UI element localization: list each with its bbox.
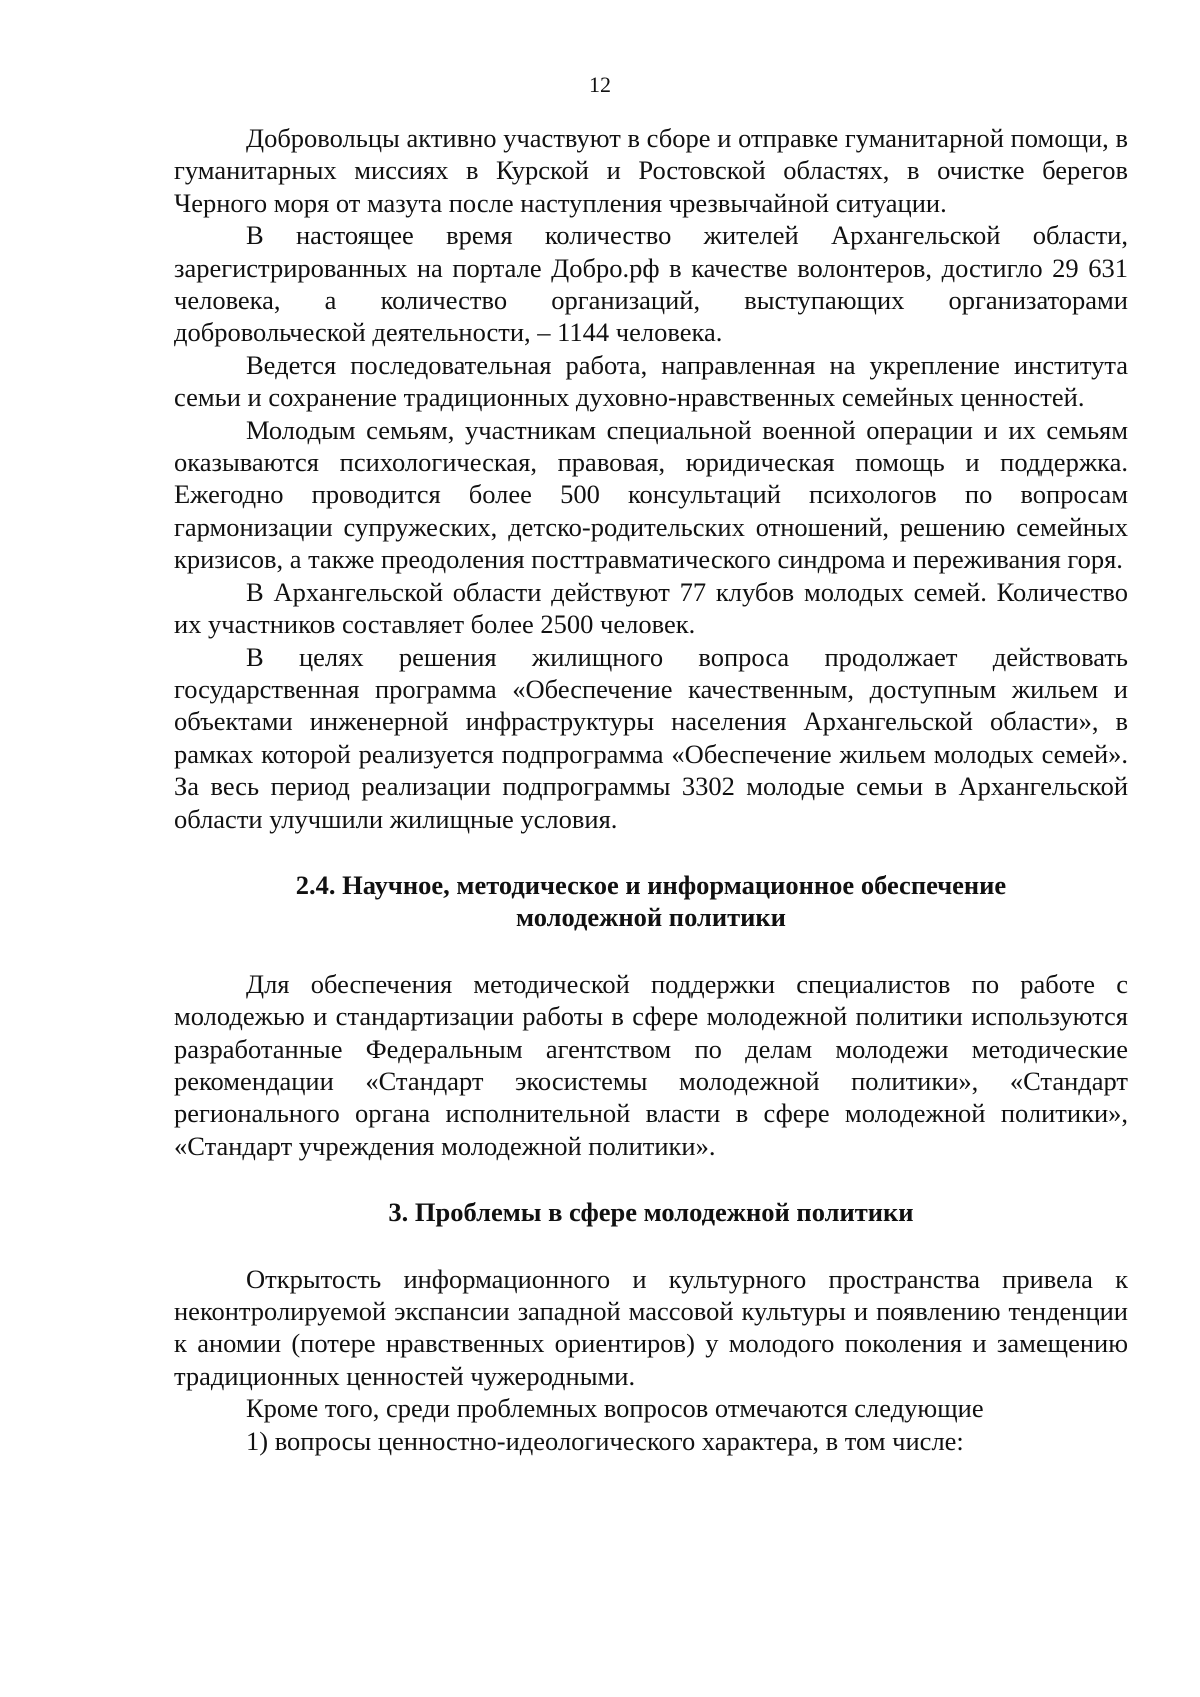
paragraph-methodical-support: Для обеспечения методической поддержки специалистов по работе с молодежью и стандартизации работы в сфере молодежной политики используются разработанные Федеральным агентством по делам молодежи методические рекомендации «Стандарт экосистемы молодежной политики», «Стандарт регионального органа исполнительной власти в сфере молодежной политики», «Стандарт учреждения молодежной политики». (174, 968, 1128, 1161)
paragraph-issue-item-1: 1) вопросы ценностно-идеологического характера, в том числе: (246, 1425, 964, 1456)
page-content (174, 122, 1128, 1457)
section-heading-3: 3. Проблемы в сфере молодежной политики (388, 1197, 914, 1228)
section-heading-2-4: 2.4. Научное, методическое и информационное обеспечение молодежной политики (295, 869, 1007, 933)
paragraph-information-openness: Открытость информационного и культурного пространства привела к неконтролируемой экспансии западной массовой культуры и появлению тенденции к аномии (потере нравственных ориентиров) у молодого поколения и замещению традиционных ценностей чужеродными. (174, 1263, 1128, 1391)
paragraph-problem-issues: Кроме того, среди проблемных вопросов отмечаются следующие (246, 1393, 984, 1424)
paragraph-family-clubs: В Архангельской области действуют 77 клубов молодых семей. Количество их участников составляет более 2500 человек. (174, 576, 1128, 640)
paragraph-family-support: Молодым семьям, участникам специальной военной операции и их семьям оказываются психологическая, правовая, юридическая помощь и поддержка. Ежегодно проводится более 500 консультаций психологов по вопросам гармонизации супружеских, детско-родительских отношений, решению семейных кризисов, а также преодоления посттравматического синдрома и переживания горя. (174, 414, 1128, 575)
paragraph-family-institute: Ведется последовательная работа, направленная на укрепление института семьи и сохранение традиционных духовно-нравственных семейных ценностей. (174, 349, 1128, 413)
paragraph-volunteers-help: Добровольцы активно участвуют в сборе и отправке гуманитарной помощи, в гуманитарных миссиях в Курской и Ростовской областях, в очистке берегов Черного моря от мазута после наступления чрезвычайной ситуации. (174, 123, 1128, 218)
paragraph-housing-program: В целях решения жилищного вопроса продолжает действовать государственная программа «Обеспечение качественным, доступным жильем и объектами инженерной инфраструктуры населения Архангельской области», в рамках которой реализуется подпрограмма «Обеспечение жильем молодых семей». За весь период реализации подпрограммы 3302 молодые семьи в Архангельской области улучшили жилищные условия. (174, 641, 1128, 834)
paragraph-volunteers-count: В настоящее время количество жителей Архангельской области, зарегистрированных на портале Добро.рф в качестве волонтеров, достигло 29 631 человека, а количество организаций, выступающих организаторами добровольческой деятельности, – 1144 человека. (174, 220, 1128, 348)
page-number: 12 (589, 72, 611, 97)
